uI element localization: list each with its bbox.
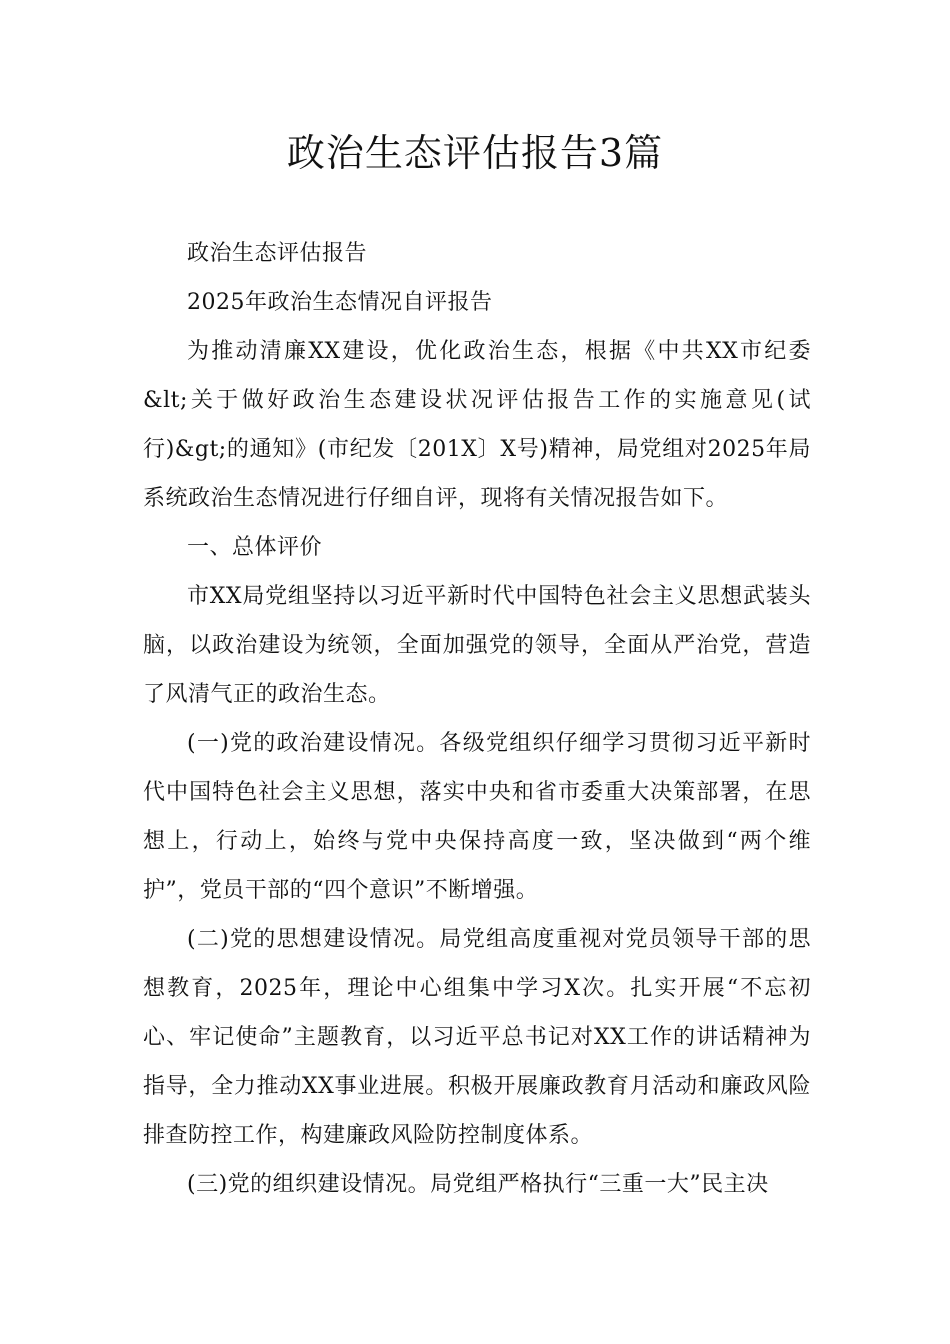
paragraph-ideological-construction: (二)党的思想建设情况。局党组高度重视对党员领导干部的思想教育，2025年，理论中心组集中学习X次。扎实开展“不忘初心、牢记使命”主题教育，以习近平总书记对XX工作的讲话精神为指导，全力推动XX事业进展。积极开展廉政教育月活动和廉政风险排查防控工作，构建廉政风险防控制度体系。 [143,927,811,1148]
paragraph-report-title: 2025年政治生态情况自评报告 [187,290,493,315]
section-heading-overall: 一、总体评价 [187,535,323,560]
paragraph-subtitle: 政治生态评估报告 [187,241,368,266]
paragraph-overall: 市XX局党组坚持以习近平新时代中国特色社会主义思想武装头脑，以政治建设为统领，全面加强党的领导，全面从严治党，营造了风清气正的政治生态。 [143,584,811,707]
document-title: 政治生态评估报告3篇 [286,131,664,175]
paragraph-organizational-construction: (三)党的组织建设情况。局党组严格执行“三重一大”民主决 [187,1172,769,1197]
paragraph-intro: 为推动清廉XX建设，优化政治生态，根据《中共XX市纪委&lt;关于做好政治生态建设状况评估报告工作的实施意见(试行)&gt;的通知》(市纪发〔201X〕X号)精神，局党组对2025年局系统政治生态情况进行仔细自评，现将有关情况报告如下。 [143,339,811,511]
document-body [143,229,811,1209]
paragraph-political-construction: (一)党的政治建设情况。各级党组织仔细学习贯彻习近平新时代中国特色社会主义思想，落实中央和省市委重大决策部署，在思想上，行动上，始终与党中央保持高度一致，坚决做到“两个维护”，党员干部的“四个意识”不断增强。 [143,731,811,903]
